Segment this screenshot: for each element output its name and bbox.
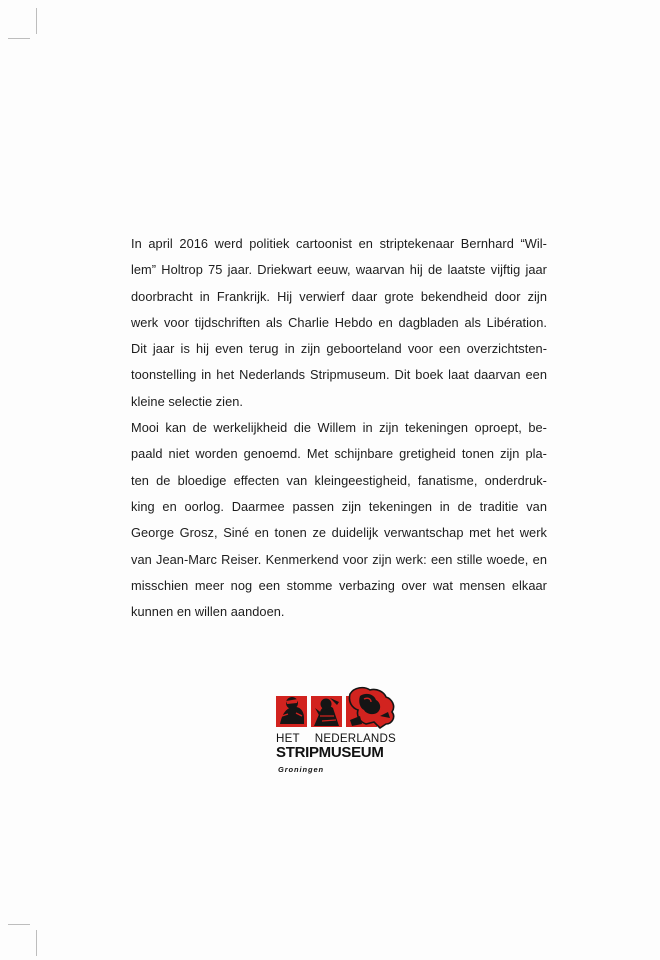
stripmuseum-logo [276, 686, 400, 786]
text-line: paald niet worden genoemd. Met schijnbare gretigheid tonen zijn pla- [131, 446, 547, 462]
logo-text-location: Groningen [278, 765, 325, 774]
text-line: werk voor tijdschriften als Charlie Hebdo en dagbladen als Libération. [131, 314, 547, 330]
paragraph-intro [131, 231, 547, 415]
text-line: toonstelling in het Nederlands Stripmuseum. Dit boek laat daarvan een [131, 367, 547, 383]
logo-comic-panels-icon [276, 686, 400, 734]
text-line: In april 2016 werd politiek cartoonist en striptekenaar Bernhard “Wil- [131, 236, 547, 251]
logo-panel-3 [346, 688, 394, 728]
text-line: lem” Holtrop 75 jaar. Driekwart eeuw, waarvan hij de laatste vijftig jaar [131, 262, 547, 278]
text-line: misschien meer nog een stomme verbazing over wat mensen elkaar [131, 577, 547, 593]
paragraph-description [131, 415, 547, 625]
text-line: king en oorlog. Daarmee passen zijn tekeningen in de traditie van [131, 498, 547, 514]
logo-text-het-nederlands: HET NEDERLANDS [276, 732, 396, 745]
logo-panel-2 [311, 696, 342, 727]
logo-text-stripmuseum: STRIPMUSEUM [276, 744, 384, 761]
crop-mark-top-left-vertical [36, 8, 37, 34]
text-line: Dit jaar is hij even terug in zijn geboorteland voor een overzichtsten- [131, 341, 547, 357]
body-text [131, 231, 547, 625]
text-line: doorbracht in Frankrijk. Hij verwierf daar grote bekendheid door zijn [131, 288, 547, 304]
text-line: kunnen en willen aandoen. [131, 604, 285, 620]
text-line: kleine selectie zien. [131, 393, 244, 409]
text-line: George Grosz, Siné en tonen ze duidelijk verwantschap met het werk [131, 525, 547, 541]
text-line: van Jean-Marc Reiser. Kenmerkend voor zijn werk: een stille woede, en [131, 551, 547, 567]
text-line: ten de bloedige effecten van kleingeestigheid, fanatisme, onderdruk- [131, 472, 547, 488]
crop-mark-bottom-left-vertical [36, 930, 37, 956]
crop-mark-top-left-horizontal [8, 38, 30, 39]
logo-panel-1 [276, 696, 307, 727]
text-line: Mooi kan de werkelijkheid die Willem in zijn tekeningen oproept, be- [131, 420, 547, 436]
crop-mark-bottom-left-horizontal [8, 924, 30, 925]
